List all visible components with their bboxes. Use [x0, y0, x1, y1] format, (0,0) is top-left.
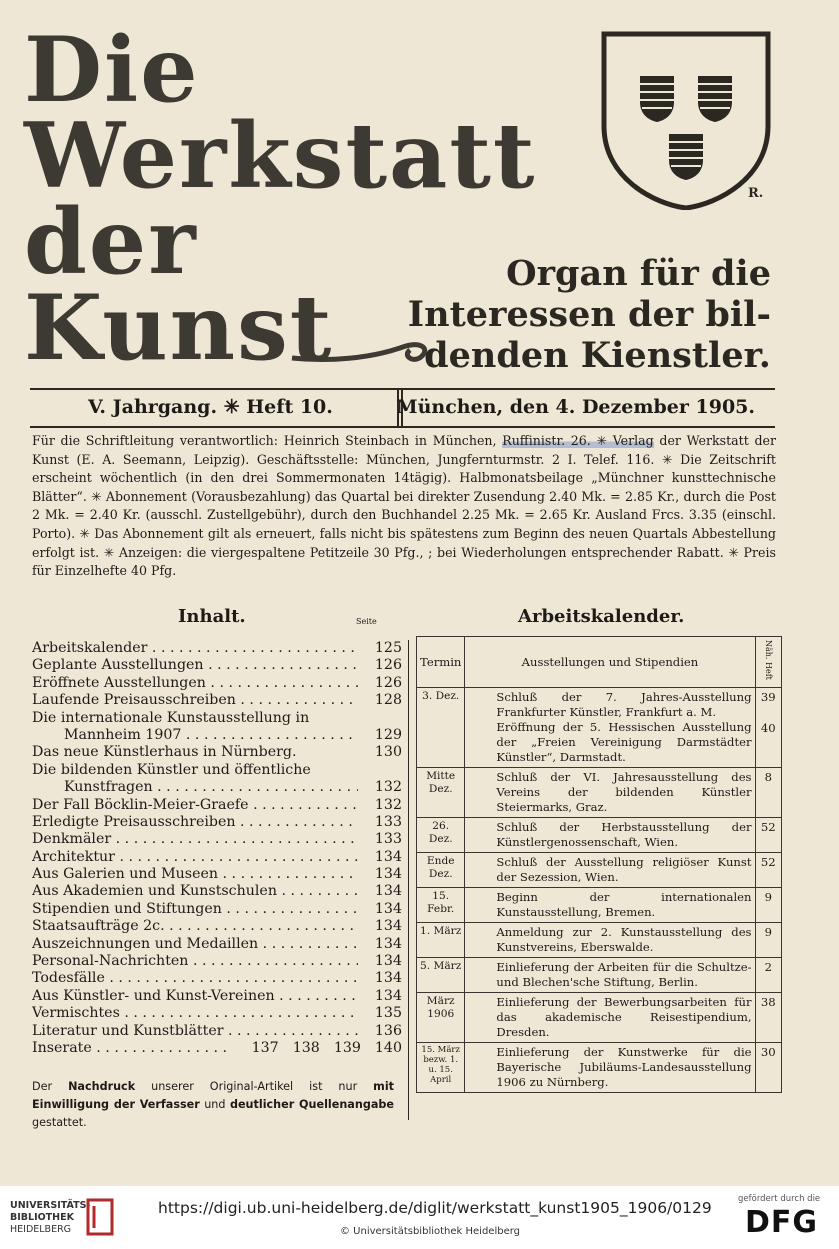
calendar-desc — [465, 853, 755, 888]
calendar-item: Schluß der Herbstausstellung der Künstlergenossenschaft, Wien. — [496, 820, 752, 849]
column-divider — [408, 640, 409, 1120]
subtitle-line-3: denden Kienstler. — [424, 335, 771, 376]
calendar-header-row — [417, 637, 782, 688]
contents-entry-page: 132 — [358, 779, 402, 796]
contents-entry-page: 134 — [358, 918, 402, 935]
dfg-logo[interactable]: DFG — [745, 1205, 819, 1240]
calendar-row — [417, 688, 782, 768]
calendar-item: Schluß der Ausstellung religiöser Kunst der Sezession, Wien. — [496, 855, 752, 884]
contents-entry-title: Aus Akademien und Kunstschulen . . . — [32, 883, 358, 900]
calendar-desc — [465, 818, 755, 853]
contents-entry — [32, 814, 402, 831]
calendar-desc — [465, 888, 755, 923]
calendar-date: 26. Dez. — [417, 818, 465, 853]
library-logo-icon[interactable] — [82, 1196, 118, 1238]
inserate-page: 137 — [251, 1039, 279, 1056]
notice-emphasis: Nachdruck — [68, 1080, 136, 1093]
calendar-heft — [755, 688, 781, 768]
calendar-heft: 8 — [755, 768, 781, 818]
notice-text: und — [199, 1098, 230, 1111]
issue-bar — [30, 388, 775, 428]
contents-entry-page: 132 — [358, 797, 402, 814]
notice-emphasis: mit Einwilligung der Verfasser — [32, 1080, 394, 1111]
calendar-heft-value: 39 — [760, 690, 776, 704]
sponsor-label: gefördert durch die — [738, 1194, 821, 1204]
contents-entry-title: Die internationale Kunstausstellung in — [32, 709, 310, 726]
contents-entry-title: Die bildenden Künstler und öffentliche — [32, 761, 311, 778]
calendar-date: 15. März bezw. 1. u. 15. April — [417, 1043, 465, 1093]
contents-entry-title: Laufende Preisausschreiben . . . — [32, 692, 358, 709]
contents-entry-page: 125 — [358, 640, 402, 657]
masthead-title-line-3: der — [24, 189, 198, 295]
contents-entry-title: Erledigte Preisausschreiben . . . — [32, 814, 358, 831]
calendar-desc — [465, 1043, 755, 1093]
contents-entry-page: 134 — [358, 883, 402, 900]
document-url[interactable]: https://digi.ub.uni-heidelberg.de/diglit/werkstatt_kunst1905_1906/0129 — [158, 1199, 712, 1217]
contents-entry-title: Kunstfragen . . . — [32, 779, 390, 796]
info-text-after: der Werkstatt der Kunst (E. A. Seemann, Leipzig). Geschäftsstelle: München, Jungfernturmstr. 2 I. Telef. 116. ✳ Die Zeitschrift erscheint wöchentlich (in den drei Sommermonaten 14tägig). Halbmonatsbeilage „Münchner kunsttechnische Blätter“. ✳ Abonnement (Vorausbezahlung) das Quartal bei direkter Zusendung 2.40 Mk. = 2.85 Kr., durch die Post 2 Mk. = 2.40 Kr. (ausschl. Zustellgebühr), durch den Buchhandel 2.25 Mk. = 2.65 Kr. Ausland Frcs. 3.35 (einschl. Porto). ✳ Das Abonnement gilt als erneuert, falls nicht bis spätestens zum Beginn des neuen Quartals Abbestellung erfolgt ist. ✳ Anzeigen: die viergespaltene Petitzeile 30 Pfg., ; bei Wiederholungen entsprechender Rabatt. ✳ Preis für Einzelhefte 40 Pfg. — [32, 433, 776, 579]
calendar-row — [417, 1043, 782, 1093]
contents-entry — [32, 779, 402, 796]
contents-entry-page: 134 — [358, 953, 402, 970]
contents-entry-title: Vermischtes . . . — [32, 1005, 358, 1022]
notice-text: gestattet. — [32, 1116, 87, 1129]
calendar-heft: 9 — [755, 923, 781, 958]
calendar-date: 3. Dez. — [417, 688, 465, 768]
contents-entry — [32, 988, 402, 1005]
contents-entry — [32, 953, 402, 970]
contents-entry — [32, 849, 402, 866]
contents-entry — [32, 883, 402, 900]
subtitle-line-2: Interessen der bil- — [407, 294, 771, 335]
contents-entry-title: Denkmäler . . . — [32, 831, 358, 848]
contents-entry-title: Das neue Künstlerhaus in Nürnberg. — [32, 744, 297, 761]
notice-emphasis: deutlicher Quellenangabe — [229, 1098, 394, 1111]
contents-heading: Inhalt. — [178, 606, 246, 627]
copyright: © Universitätsbibliothek Heidelberg — [340, 1226, 521, 1237]
calendar-table — [416, 636, 782, 1093]
contents-entry-page: 129 — [358, 727, 402, 744]
inserate-page: 138 — [292, 1039, 320, 1056]
calendar-heading: Arbeitskalender. — [518, 606, 685, 627]
contents-entry — [32, 692, 402, 709]
calendar-item: Einlieferung der Kunstwerke für die Bayerische Jubiläums-Landesausstellung 1906 zu Nürnberg. — [496, 1045, 752, 1089]
calendar-heft: 9 — [755, 888, 781, 923]
contents-entry-page: 133 — [358, 831, 402, 848]
contents-entry — [32, 727, 402, 744]
calendar-date: Ende Dez. — [417, 853, 465, 888]
library-name-line: UNIVERSITÄTS- — [10, 1200, 91, 1211]
contents-entry-page: 130 — [358, 744, 402, 761]
contents-entry — [32, 970, 402, 987]
contents-entry-page: 133 — [358, 814, 402, 831]
calendar-desc — [465, 993, 755, 1043]
calendar-item: Schluß der VI. Jahresausstellung des Vereins der bildenden Künstler Steiermarks, Graz. — [496, 770, 752, 814]
contents-entry-page: 134 — [358, 849, 402, 866]
footer-bar — [0, 1186, 839, 1249]
inserate-pages — [232, 1040, 402, 1057]
contents-entry-page: 134 — [358, 866, 402, 883]
contents-list — [32, 640, 402, 1057]
contents-entry — [32, 866, 402, 883]
issue-volume: V. Jahrgang. ✳ Heft 10. — [88, 396, 333, 418]
info-text-before: Für die Schriftleitung verantwortlich: Heinrich Steinbach in München, — [32, 433, 503, 448]
notice-text: Der — [32, 1080, 69, 1093]
calendar-date: 15. Febr. — [417, 888, 465, 923]
calendar-row — [417, 923, 782, 958]
calendar-row — [417, 853, 782, 888]
calendar-col-heft — [755, 637, 781, 688]
contents-entry — [32, 744, 402, 761]
contents-entry-title: Staatsaufträge 2c. . . . — [32, 918, 358, 935]
issue-place-date: München, den 4. Dezember 1905. — [396, 396, 755, 418]
contents-entry-title: Arbeitskalender . . . — [32, 640, 358, 657]
calendar-item: Einlieferung der Bewerbungsarbeiten für das akademische Reisestipendium, Dresden. — [496, 995, 752, 1039]
contents-entry — [32, 831, 402, 848]
contents-page-heading: Seite — [356, 617, 377, 626]
calendar-date: 1. März — [417, 923, 465, 958]
contents-entry — [32, 918, 402, 935]
contents-entry-title: Auszeichnungen und Medaillen . . . — [32, 936, 358, 953]
calendar-row — [417, 818, 782, 853]
contents-entry-page: 136 — [358, 1023, 402, 1040]
calendar-desc — [465, 923, 755, 958]
calendar-date: März 1906 — [417, 993, 465, 1043]
contents-entry — [32, 797, 402, 814]
contents-entry-title: Aus Galerien und Museen . . . — [32, 866, 358, 883]
contents-entry-title: Personal-Nachrichten . . . — [32, 953, 358, 970]
calendar-row — [417, 958, 782, 993]
calendar-row — [417, 768, 782, 818]
coat-of-arms-icon — [598, 30, 774, 210]
contents-entry — [32, 710, 402, 727]
calendar-heft: 30 — [755, 1043, 781, 1093]
contents-entry-title: Architektur . . . — [32, 849, 358, 866]
calendar-desc — [465, 688, 755, 768]
contents-entry-page: 134 — [358, 970, 402, 987]
notice-text: unserer Original-Artikel ist nur — [135, 1080, 374, 1093]
calendar-col-desc: Ausstellungen und Stipendien — [465, 637, 755, 688]
calendar-row — [417, 993, 782, 1043]
contents-entry — [32, 1023, 402, 1040]
contents-entry-page: 135 — [358, 1005, 402, 1022]
calendar-col-heft-label: Näh. Heft — [763, 640, 773, 680]
contents-entry-title: Literatur und Kunstblätter . . . — [32, 1023, 358, 1040]
inserate-page: 139 — [333, 1039, 361, 1056]
subtitle-line-1: Organ für die — [506, 253, 771, 294]
contents-entry-title: Aus Künstler- und Kunst-Vereinen . . . — [32, 988, 358, 1005]
contents-entry-inserate — [32, 1040, 402, 1057]
info-text-highlight: Ruffinistr. 26. ✳ Verlag — [502, 433, 654, 448]
library-name[interactable] — [10, 1200, 90, 1236]
calendar-date: Mitte Dez. — [417, 768, 465, 818]
contents-entry — [32, 640, 402, 657]
publication-info — [32, 432, 776, 581]
contents-entry — [32, 936, 402, 953]
inserate-page: 140 — [374, 1039, 402, 1056]
contents-entry — [32, 901, 402, 918]
contents-entry-title: Stipendien und Stiftungen . . . — [32, 901, 358, 918]
reprint-notice — [32, 1078, 394, 1132]
contents-entry-title: Mannheim 1907 . . . — [32, 727, 390, 744]
calendar-item: Anmeldung zur 2. Kunstausstellung des Kunstvereins, Eberswalde. — [496, 925, 752, 954]
library-name-line: HEIDELBERG — [10, 1224, 72, 1235]
calendar-heft: 2 — [755, 958, 781, 993]
calendar-row — [417, 888, 782, 923]
artist-monogram: R. — [748, 186, 764, 201]
masthead-title-line-1: Die — [24, 17, 200, 123]
calendar-heft: 38 — [755, 993, 781, 1043]
contents-entry-page: 134 — [358, 936, 402, 953]
masthead-title-line-2: Werkstatt — [24, 103, 537, 209]
contents-entry-page: 128 — [358, 692, 402, 709]
contents-entry-page: 126 — [358, 657, 402, 674]
calendar-desc — [465, 958, 755, 993]
calendar-item: Eröffnung der 5. Hessischen Ausstellung der „Freien Vereinigung Darmstädter Künstler“, Darmstadt. — [496, 720, 752, 764]
calendar-heft: 52 — [755, 853, 781, 888]
calendar-item: Schluß der 7. Jahres-Ausstellung Frankfurter Künstler, Frankfurt a. M. — [496, 690, 752, 719]
contents-entry-title: Todesfälle . . . — [32, 970, 358, 987]
calendar-col-date: Termin — [417, 637, 465, 688]
contents-entry — [32, 762, 402, 779]
contents-entry-page: 134 — [358, 988, 402, 1005]
contents-entry-title: Geplante Ausstellungen . . . — [32, 657, 358, 674]
contents-entry-title: Eröffnete Ausstellungen . . . — [32, 675, 358, 692]
contents-entry-page: 126 — [358, 675, 402, 692]
masthead-title-line-4: Kunst — [24, 275, 334, 381]
calendar-item: Beginn der internationalen Kunstausstellung, Bremen. — [496, 890, 752, 919]
calendar-heft-value: 40 — [760, 721, 776, 735]
calendar-date: 5. März — [417, 958, 465, 993]
library-name-line: BIBLIOTHEK — [10, 1212, 74, 1223]
calendar-item: Einlieferung der Arbeiten für die Schultze- und Blechen'sche Stiftung, Berlin. — [496, 960, 752, 989]
contents-entry-title: Inserate . . . — [32, 1040, 358, 1057]
calendar-heft: 52 — [755, 818, 781, 853]
contents-entry — [32, 657, 402, 674]
calendar-desc — [465, 768, 755, 818]
contents-entry — [32, 675, 402, 692]
contents-entry-title: Der Fall Böcklin-Meier-Graefe . . . — [32, 797, 358, 814]
contents-entry-page: 134 — [358, 901, 402, 918]
contents-entry — [32, 1005, 402, 1022]
